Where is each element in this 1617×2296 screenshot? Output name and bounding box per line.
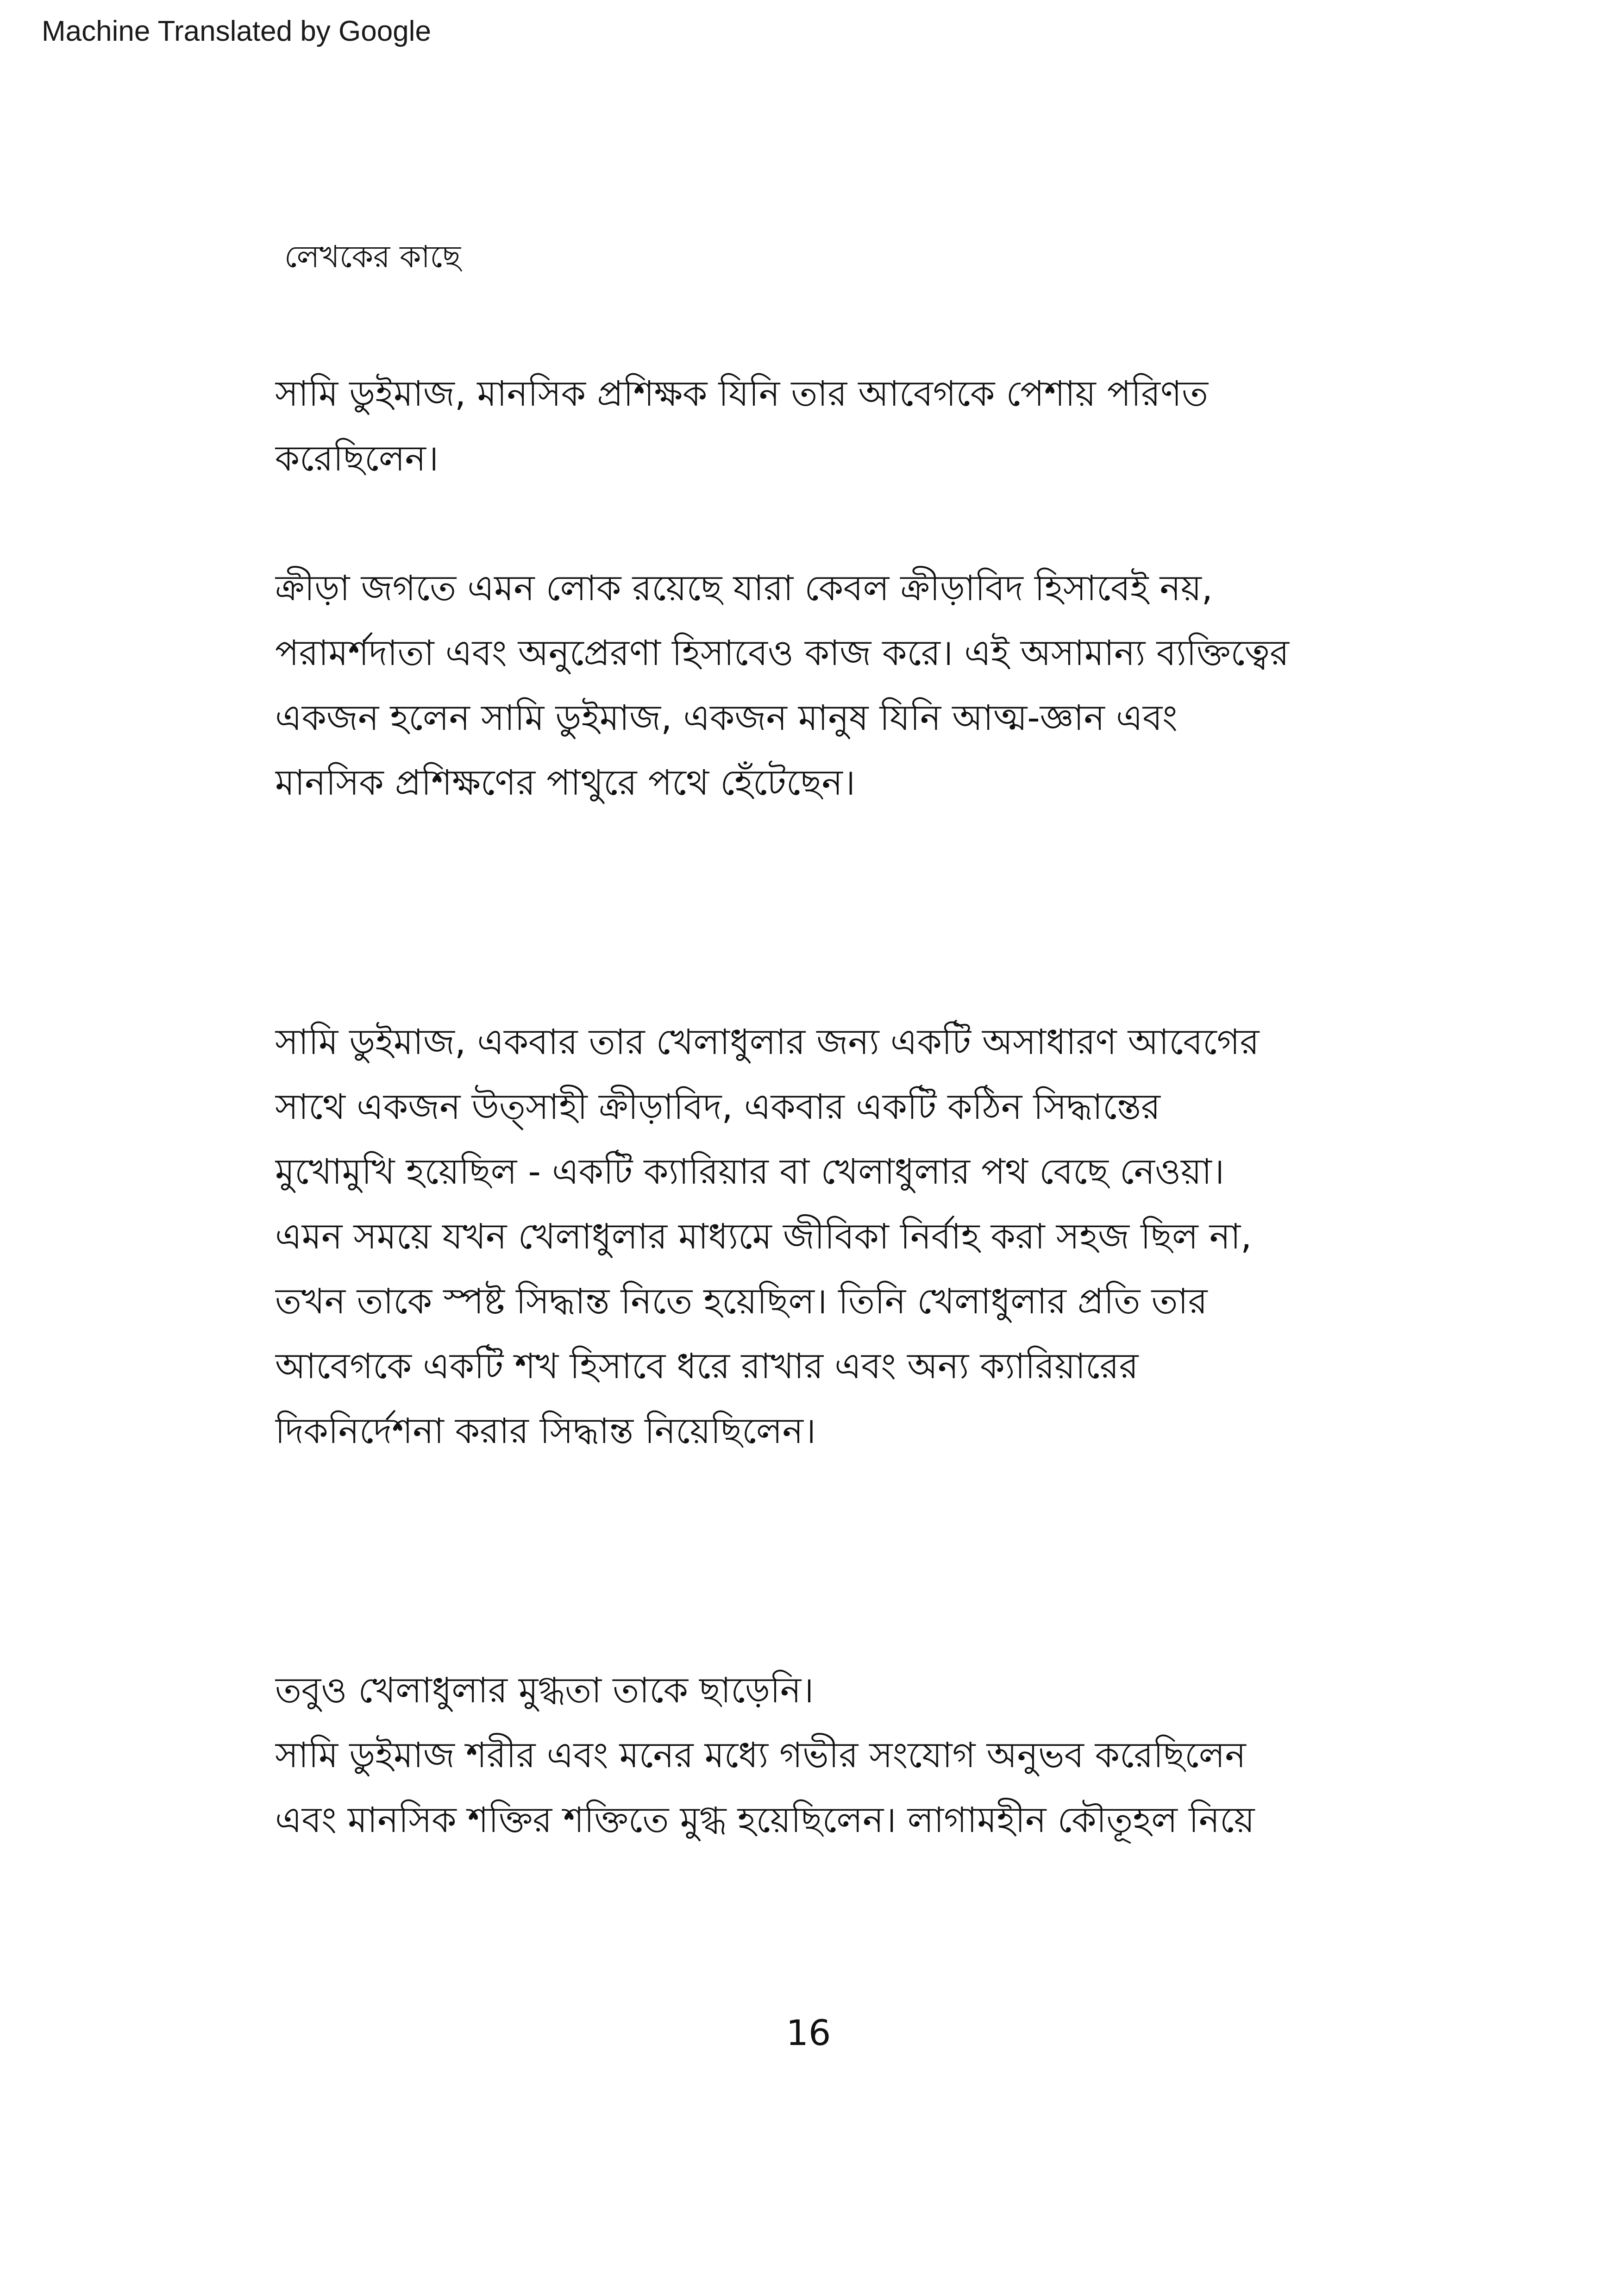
paragraph-line: দিকনির্দেশনা করার সিদ্ধান্ত নিয়েছিলেন।: [275, 1410, 816, 1451]
paragraph-line: করেছিলেন।: [275, 438, 439, 479]
paragraph-line: পরামর্শদাতা এবং অনুপ্রেরণা হিসাবেও কাজ করে। এই অসামান্য ব্যক্তিত্বের: [275, 632, 1289, 673]
paragraph-line: এবং মানসিক শক্তির শক্তিতে মুগ্ধ হয়েছিলেন। লাগামহীন কৌতূহল নিয়ে: [275, 1799, 1255, 1840]
paragraph-1: [275, 361, 1405, 491]
paragraph-line: সাথে একজন উত্সাহী ক্রীড়াবিদ, একবার একটি কঠিন সিদ্ধান্তের: [275, 1086, 1160, 1127]
paragraph-line: মানসিক প্রশিক্ষণের পাথুরে পথে হেঁটেছেন।: [275, 762, 856, 803]
paragraph-line: তবুও খেলাধুলার মুগ্ধতা তাকে ছাড়েনি।: [275, 1669, 814, 1711]
paragraph-line: একজন হলেন সামি ডুইমাজ, একজন মানুষ যিনি আত্ম-জ্ঞান এবং: [275, 697, 1178, 738]
paragraph-line: মুখোমুখি হয়েছিল - একটি ক্যারিয়ার বা খেলাধুলার পথ বেছে নেওয়া।: [275, 1151, 1225, 1192]
paragraph-line: আবেগকে একটি শখ হিসাবে ধরে রাখার এবং অন্য ক্যারিয়ারের: [275, 1345, 1139, 1386]
section-heading: লেখকের কাছে: [284, 239, 461, 275]
page-number: 16: [786, 2012, 831, 2053]
paragraph-line: ক্রীড়া জগতে এমন লোক রয়েছে যারা কেবল ক্রীড়াবিদ হিসাবেই নয়,: [275, 567, 1213, 609]
paragraph-3: [275, 1010, 1405, 1463]
paragraph-line: তখন তাকে স্পষ্ট সিদ্ধান্ত নিতে হয়েছিল। তিনি খেলাধুলার প্রতি তার: [275, 1280, 1208, 1322]
paragraph-line: সামি ডুইমাজ শরীর এবং মনের মধ্যে গভীর সংযোগ অনুভব করেছিলেন: [275, 1734, 1246, 1775]
paragraph-line: সামি ডুইমাজ, মানসিক প্রশিক্ষক যিনি তার আবেগকে পেশায় পরিণত: [275, 373, 1209, 414]
machine-translation-banner: Machine Translated by Google: [42, 15, 431, 47]
paragraph-4: [275, 1658, 1405, 1852]
paragraph-line: সামি ডুইমাজ, একবার তার খেলাধুলার জন্য একটি অসাধারণ আবেগের: [275, 1021, 1260, 1062]
paragraph-line: এমন সময়ে যখন খেলাধুলার মাধ্যমে জীবিকা নির্বাহ করা সহজ ছিল না,: [275, 1216, 1252, 1257]
paragraph-2: [275, 556, 1405, 815]
